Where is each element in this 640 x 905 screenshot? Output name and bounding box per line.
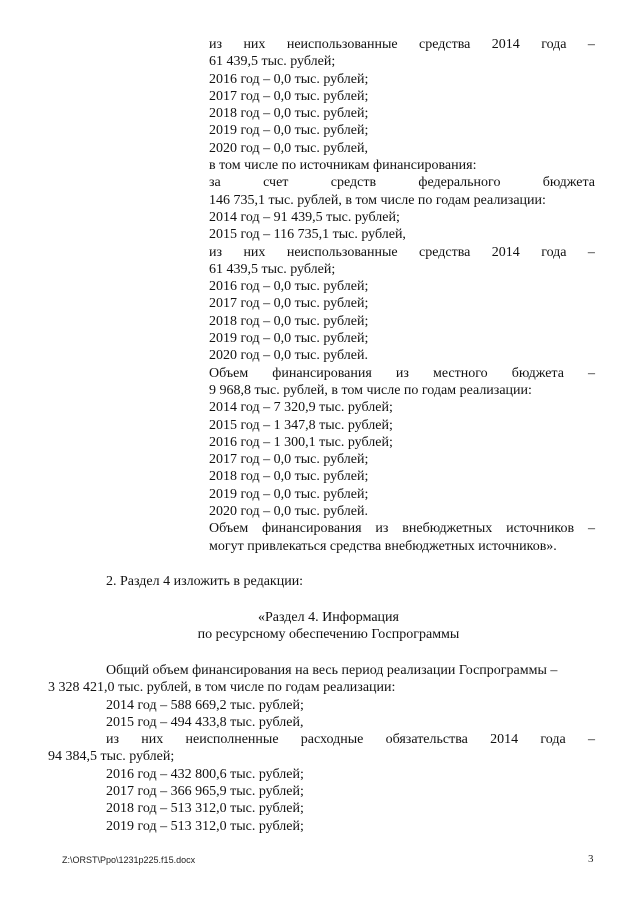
text-line: 9 968,8 тыс. рублей, в том числе по годам реализации: xyxy=(209,382,532,398)
word: обязательства xyxy=(385,732,468,748)
word: финансирования xyxy=(262,521,362,537)
word: года xyxy=(541,244,567,260)
word: года xyxy=(541,37,567,52)
word: них xyxy=(141,732,164,748)
year-line: 2016 год – 432 800,6 тыс. рублей; xyxy=(106,766,304,782)
text-line: 2018 год – 0,0 тыс. рублей; xyxy=(209,469,369,485)
justified-line xyxy=(209,174,595,191)
text-line: 2016 год – 1 300,1 тыс. рублей; xyxy=(209,434,393,450)
text-line: 2015 год – 116 735,1 тыс. рублей, xyxy=(209,227,406,243)
text-line: 2019 год – 0,0 тыс. рублей; xyxy=(209,123,369,139)
paragraph-first-line: Общий объем финансирования на весь период реализации Госпрограммы – xyxy=(106,663,558,678)
text-line: 146 735,1 тыс. рублей, в том числе по годам реализации: xyxy=(209,192,546,208)
file-path-footer: Z:\ORST\Ppo\1231p225.f15.docx xyxy=(62,855,196,865)
word: 2014 xyxy=(491,37,520,52)
word: них xyxy=(243,37,266,52)
word: – xyxy=(588,365,595,381)
text-line: 2020 год – 0,0 тыс. рублей. xyxy=(209,504,368,520)
word: – xyxy=(587,732,595,748)
word: из xyxy=(209,244,223,260)
text-line: 2017 год – 0,0 тыс. рублей; xyxy=(209,88,369,104)
text-line: 2015 год – 1 347,8 тыс. рублей; xyxy=(209,417,393,433)
word: 2014 xyxy=(490,732,519,748)
text-line: 2020 год – 0,0 тыс. рублей, xyxy=(209,140,368,156)
word: неисполненные xyxy=(185,732,279,748)
word: из xyxy=(106,732,120,748)
word: бюджета xyxy=(542,175,595,191)
page-number: 3 xyxy=(588,853,594,865)
word: расходные xyxy=(300,732,364,748)
year-line: 2014 год – 588 669,2 тыс. рублей; xyxy=(106,697,304,713)
section-heading xyxy=(62,609,595,644)
year-line: 2015 год – 494 433,8 тыс. рублей, xyxy=(106,714,304,730)
text-line: 2019 год – 0,0 тыс. рублей; xyxy=(209,331,369,347)
word: – xyxy=(587,37,595,52)
word: из xyxy=(395,365,409,381)
word: федерального xyxy=(418,175,501,191)
word: них xyxy=(243,244,266,260)
text-line: могут привлекаться средства внебюджетных источников». xyxy=(209,538,557,554)
year-line: 2019 год – 513 312,0 тыс. рублей; xyxy=(106,818,304,834)
word: средства xyxy=(419,37,471,52)
text-line: 2019 год – 0,0 тыс. рублей; xyxy=(209,486,369,502)
paragraph-line: 94 384,5 тыс. рублей; xyxy=(48,749,175,765)
word: источников xyxy=(506,521,575,537)
word: из xyxy=(209,37,223,52)
word: – xyxy=(587,521,595,537)
item-2 xyxy=(62,573,595,590)
word: бюджета xyxy=(511,365,564,381)
text-line: 2014 год – 91 439,5 тыс. рублей; xyxy=(209,209,400,225)
word: – xyxy=(587,244,595,260)
funding-paragraph xyxy=(48,662,595,835)
text-line: 2017 год – 0,0 тыс. рублей; xyxy=(209,452,369,468)
word: финансирования xyxy=(272,365,372,381)
text-line: 2014 год – 7 320,9 тыс. рублей; xyxy=(209,400,393,416)
paragraph-line: 3 328 421,0 тыс. рублей, в том числе по годам реализации: xyxy=(48,680,396,696)
section-heading-line2: по ресурсному обеспечению Госпрограммы xyxy=(197,627,460,643)
word: счет xyxy=(263,175,289,191)
text-line: 2017 год – 0,0 тыс. рублей; xyxy=(209,296,369,312)
word: средств xyxy=(330,175,377,191)
text-line: 2018 год – 0,0 тыс. рублей; xyxy=(209,313,369,329)
justified-line xyxy=(209,520,595,537)
text-line: 61 439,5 тыс. рублей; xyxy=(209,54,336,70)
item-2-text: 2. Раздел 4 изложить в редакции: xyxy=(106,574,304,589)
text-line: 61 439,5 тыс. рублей; xyxy=(209,261,336,277)
word: Объем xyxy=(209,521,249,537)
section-heading-line1: «Раздел 4. Информация xyxy=(258,610,399,625)
text-line: в том числе по источникам финансирования: xyxy=(209,158,477,174)
text-line: 2018 год – 0,0 тыс. рублей; xyxy=(209,106,369,122)
year-line: 2018 год – 513 312,0 тыс. рублей; xyxy=(106,801,304,817)
word: 2014 xyxy=(491,244,520,260)
text-line: 2016 год – 0,0 тыс. рублей; xyxy=(209,279,369,295)
justified-line xyxy=(62,731,595,748)
word: Объем xyxy=(209,365,249,381)
funding-column xyxy=(209,36,595,555)
word: за xyxy=(209,175,221,191)
year-line: 2017 год – 366 965,9 тыс. рублей; xyxy=(106,784,304,800)
text-line: 2016 год – 0,0 тыс. рублей; xyxy=(209,71,369,87)
word: внебюджетных xyxy=(402,521,493,537)
justified-line xyxy=(209,365,595,382)
word: средства xyxy=(419,244,471,260)
text-line: 2020 год – 0,0 тыс. рублей. xyxy=(209,348,368,364)
word: года xyxy=(540,732,566,748)
word: местного xyxy=(433,365,488,381)
justified-line xyxy=(209,36,595,53)
word: неиспользованные xyxy=(286,244,398,260)
word: неиспользованные xyxy=(286,37,398,52)
word: из xyxy=(375,521,389,537)
justified-line xyxy=(209,244,595,261)
